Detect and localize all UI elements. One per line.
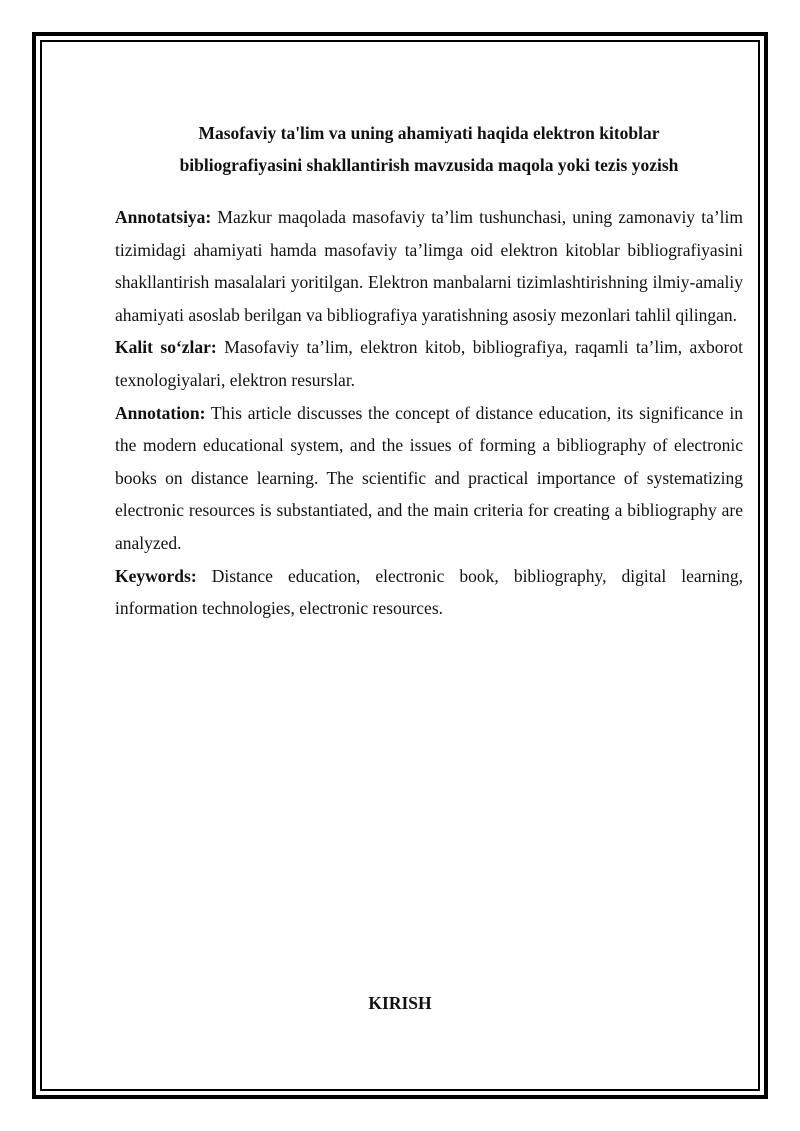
annotation-en-text: This article discusses the concept of distance education, its significance in the modern educational system, and the issues of forming a bibliography of electronic books on distance learning. The scientific and practical importance of systematizing electronic resources is substantiated, and the main criteria for creating a bibliography are analyzed. bbox=[115, 402, 743, 553]
keywords-uz-label: Kalit so‘zlar: bbox=[115, 337, 217, 358]
keywords-uz-text: Masofaviy ta’lim, elektron kitob, bibliografiya, raqamli ta’lim, axborot texnologiyalari, elektron resurslar. bbox=[115, 337, 743, 390]
annotation-uz-text: Mazkur maqolada masofaviy ta’lim tushunchasi, uning zamonaviy ta’lim tizimidagi ahamiyati hamda masofaviy ta’limga oid elektron kitoblar bibliografiyasini shakllantirish masalalari yoritilgan. Elektron manbalarni tizimlashtirishning ilmiy-amaliy ahamiyati asoslab berilgan va bibliografiya yaratishning asosiy mezonlari tahlil qilingan. bbox=[115, 207, 743, 325]
annotation-uz-label: Annotatsiya: bbox=[115, 207, 212, 227]
title-line-1: Masofaviy ta'lim va uning ahamiyati haqida elektron kitoblar bbox=[198, 123, 660, 143]
keywords-en bbox=[115, 560, 743, 625]
title-line-2: bibliografiyasini shakllantirish mavzusida maqola yoki tezis yozish bbox=[179, 155, 679, 175]
keywords-en-label: Keywords: bbox=[115, 565, 197, 586]
section-heading-introduction: KIRISH bbox=[368, 993, 432, 1013]
document-title bbox=[115, 117, 743, 181]
keywords-uz bbox=[115, 331, 743, 396]
annotation-uz bbox=[115, 201, 743, 331]
document-body bbox=[115, 117, 743, 625]
annotation-en-label: Annotation: bbox=[115, 402, 206, 423]
keywords-en-text: Distance education, electronic book, bibliography, digital learning, information technologies, electronic resources. bbox=[115, 565, 743, 619]
annotation-en bbox=[115, 397, 743, 560]
